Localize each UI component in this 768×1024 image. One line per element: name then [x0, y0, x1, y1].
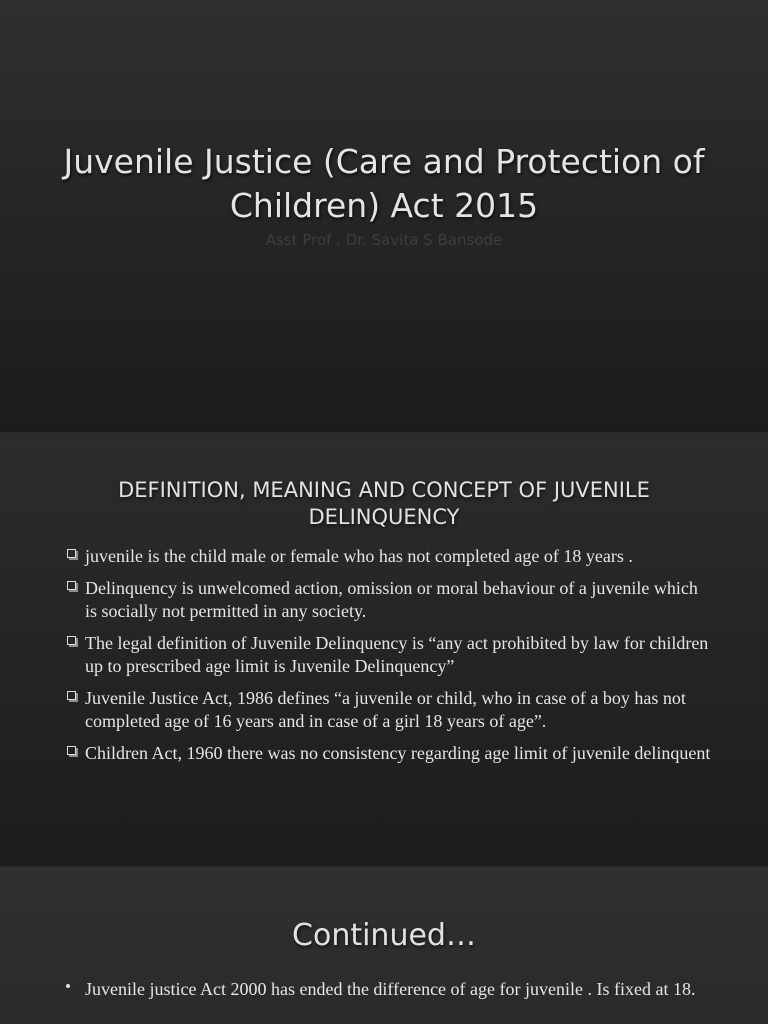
checkbox-square-icon	[67, 746, 76, 755]
checkbox-square-icon	[67, 549, 76, 558]
bullet-text: Children Act, 1960 there was no consistency regarding age limit of juvenile delinquent	[85, 743, 711, 763]
list-item	[64, 742, 714, 765]
title-slide	[0, 0, 768, 432]
presentation-title: Juvenile Justice (Care and Protection of Children) Act 2015	[63, 142, 705, 225]
bullet-text: juvenile is the child male or female who has not completed age of 18 years .	[85, 546, 633, 566]
bullet-text: Juvenile Justice Act, 1986 defines “a juvenile or child, who in case of a boy has not completed age of 16 years and in case of a girl 18 years of age”.	[85, 688, 686, 731]
list-item	[64, 577, 714, 623]
continued-slide	[0, 868, 768, 1024]
bullet-text: The legal definition of Juvenile Delinquency is “any act prohibited by law for children up to prescribed age limit is Juvenile Delinquency”	[85, 633, 709, 676]
definition-slide	[0, 434, 768, 866]
bullet-text: Delinquency is unwelcomed action, omission or moral behaviour of a juvenile which is socially not permitted in any society.	[85, 578, 698, 621]
bullet-text: Juvenile justice Act 2000 has ended the difference of age for juvenile . Is fixed at 18.	[85, 979, 696, 999]
slide-heading: DEFINITION, MEANING AND CONCEPT OF JUVENILE DELINQUENCY	[118, 478, 650, 529]
bullet-list	[64, 978, 714, 1010]
author-subtitle: Asst Prof . Dr. Savita S Bansode	[265, 231, 503, 249]
checkbox-square-icon	[67, 636, 76, 645]
dot-icon	[66, 984, 70, 988]
list-item	[64, 632, 714, 678]
list-item	[64, 978, 714, 1001]
list-item	[64, 545, 714, 568]
bullet-list	[64, 545, 714, 774]
checkbox-square-icon	[67, 581, 76, 590]
slide-heading: Continued…	[292, 918, 476, 953]
list-item	[64, 687, 714, 733]
checkbox-square-icon	[67, 691, 76, 700]
